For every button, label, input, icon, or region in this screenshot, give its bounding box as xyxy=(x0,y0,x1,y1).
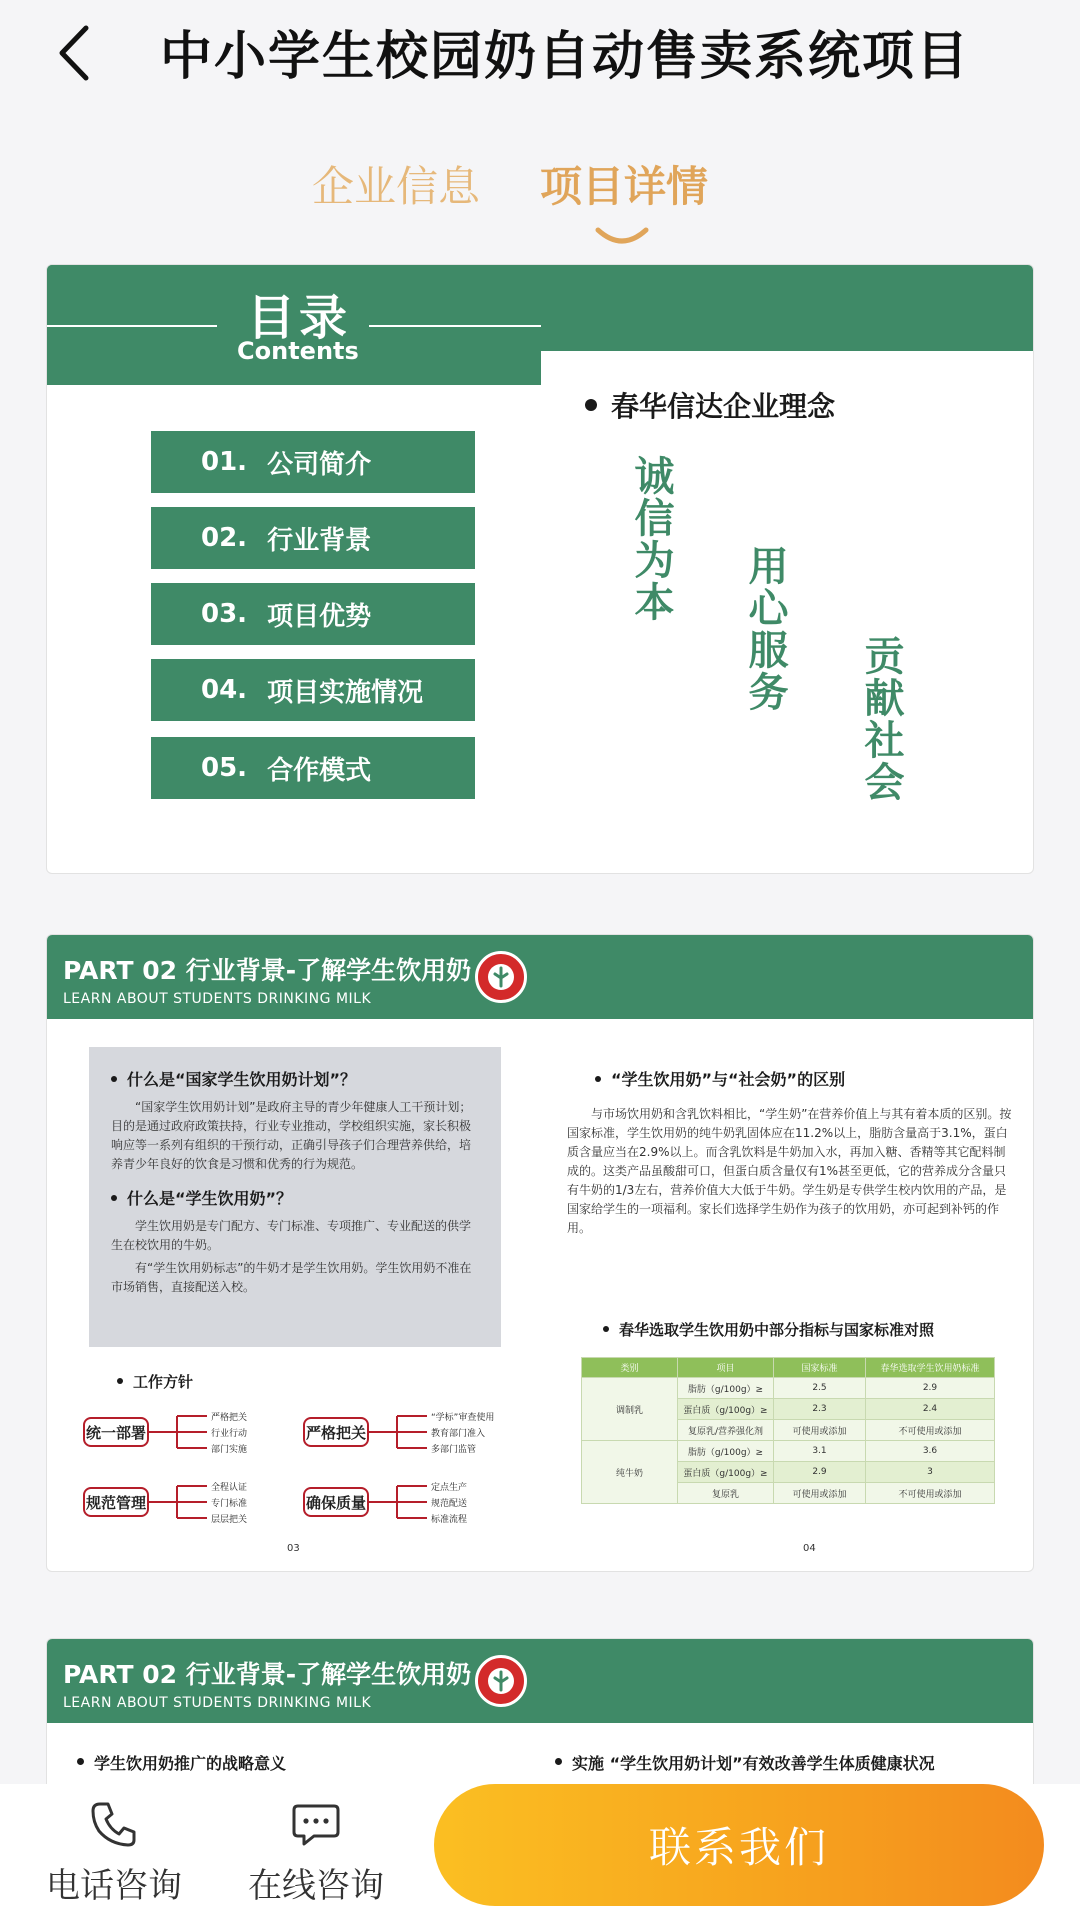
work-policy-node: 严格把关 xyxy=(303,1417,369,1447)
active-tab-indicator xyxy=(594,224,650,252)
slide-title: PART 02 行业背景-了解学生饮用奶 xyxy=(63,956,472,985)
faq-answer: “国家学生饮用奶计划”是政府主导的青少年健康人工干预计划；目的是通过政府政策扶持，行业专业推动，学校组织实施，家长积极响应等一系列有组织的干预行动，正确引导孩子们合理营养供给，培养青少年良好的饮食是习惯和优秀的行为规范。 xyxy=(111,1100,472,1171)
bullet-icon xyxy=(111,1076,117,1082)
table-cell: 2.9 xyxy=(774,1462,866,1483)
faq-question xyxy=(111,1067,479,1090)
contents-subtitle: Contents xyxy=(237,337,359,365)
work-policy-leaf: “学标”审查使用 xyxy=(431,1413,495,1423)
faq-answer: 有“学生饮用奶标志”的牛奶才是学生饮用奶。学生饮用奶不准在市场销售，直接配送入校。 xyxy=(111,1261,472,1294)
contents-title-block xyxy=(47,265,541,385)
table-cell: 复原乳 xyxy=(678,1483,774,1504)
table-row xyxy=(582,1441,995,1462)
table-cell: 脂肪（g/100g）≥ xyxy=(678,1378,774,1399)
work-policy-leaf: 行业行动 xyxy=(211,1429,248,1439)
faq-answer: 学生饮用奶是专门配方、专门标准、专项推广、专业配送的供学生在校饮用的牛奶。 xyxy=(111,1219,472,1252)
slide-header-bar xyxy=(47,1639,1034,1723)
page-number: 03 xyxy=(287,1543,300,1554)
toc-label: 项目实施情况 xyxy=(267,677,424,708)
work-policy-node: 统一部署 xyxy=(83,1417,149,1447)
bullet-icon xyxy=(555,1758,562,1765)
work-policy-leaf: 严格把关 xyxy=(211,1413,248,1423)
table-cell: 复原乳/营养强化剂 xyxy=(678,1420,774,1441)
tab-company-info[interactable]: 企业信息 xyxy=(312,162,481,211)
work-policy-title-text: 工作方针 xyxy=(133,1373,194,1391)
value-text: 用心服务 xyxy=(742,545,788,713)
bullet-icon xyxy=(595,1076,601,1082)
bullet-icon xyxy=(117,1378,123,1384)
table-cell: 蛋白质（g/100g）≥ xyxy=(678,1462,774,1483)
chat-icon xyxy=(290,1798,342,1850)
table-header: 国家标准 xyxy=(774,1358,866,1378)
toc-label: 公司简介 xyxy=(267,449,372,480)
toc-item xyxy=(151,659,475,721)
work-policy-title xyxy=(117,1371,193,1392)
faq-question-text: 什么是“学生饮用奶”？ xyxy=(127,1189,293,1208)
app-header xyxy=(0,0,1080,110)
table-cell: 3 xyxy=(866,1462,995,1483)
philosophy-title xyxy=(585,385,835,425)
standard-comparison-table xyxy=(581,1357,995,1504)
standard-table-title xyxy=(603,1319,934,1340)
standard-table-title-text: 春华选取学生饮用奶中部分指标与国家标准对照 xyxy=(619,1321,935,1339)
work-policy-leaf: 部门实施 xyxy=(211,1445,248,1455)
bullet-icon xyxy=(111,1195,117,1201)
tab-bar xyxy=(0,140,1080,250)
table-cell: 3.6 xyxy=(866,1441,995,1462)
slide-title: PART 02 行业背景-了解学生饮用奶 xyxy=(63,1660,472,1689)
toc-label: 合作模式 xyxy=(267,755,372,786)
work-policy-leaf: 全程认证 xyxy=(211,1483,248,1493)
table-cell: 纯牛奶 xyxy=(582,1441,678,1504)
work-policy-leaf: 定点生产 xyxy=(431,1483,468,1493)
online-consult-button[interactable] xyxy=(236,1798,396,1907)
work-policy-leaf: 专门标准 xyxy=(211,1499,248,1509)
philosophy-title-text: 春华信达企业理念 xyxy=(611,390,836,423)
table-cell: 调制乳 xyxy=(582,1378,678,1441)
tab-project-details[interactable]: 项目详情 xyxy=(540,162,709,211)
value-text: 贡献社会 xyxy=(858,635,904,803)
phone-icon xyxy=(88,1798,140,1850)
slide-subtitle: LEARN ABOUT STUDENTS DRINKING MILK xyxy=(63,991,372,1007)
school-milk-logo xyxy=(475,1655,527,1707)
toc-item xyxy=(151,737,475,799)
online-consult-label: 在线咨询 xyxy=(248,1866,384,1906)
toc-num: 05. xyxy=(201,753,248,783)
table-cell: 2.9 xyxy=(866,1378,995,1399)
toc-item xyxy=(151,431,475,493)
toc-num: 04. xyxy=(201,675,248,705)
table-header: 春华选取学生饮用奶标准 xyxy=(866,1358,995,1378)
table-cell: 不可使用或添加 xyxy=(866,1420,995,1441)
work-policy-leaf: 教育部门准入 xyxy=(431,1429,486,1439)
phone-consult-label: 电话咨询 xyxy=(46,1866,182,1906)
page-title: 中小学生校园奶自动售卖系统项目 xyxy=(160,27,971,87)
toc-num: 02. xyxy=(201,523,248,553)
bullet-icon xyxy=(585,399,597,411)
title-divider xyxy=(47,325,217,327)
table-cell: 2.3 xyxy=(774,1399,866,1420)
value-text: 诚信为本 xyxy=(628,455,674,623)
faq-question-text: 什么是“国家学生饮用奶计划”？ xyxy=(127,1070,357,1089)
table-cell: 不可使用或添加 xyxy=(866,1483,995,1504)
difference-title xyxy=(595,1067,845,1090)
bullet-icon xyxy=(77,1758,84,1765)
contact-us-button[interactable]: 联系我们 xyxy=(434,1784,1044,1906)
table-row xyxy=(582,1378,995,1399)
table-cell: 2.4 xyxy=(866,1399,995,1420)
toc-item xyxy=(151,507,475,569)
toc-label: 项目优势 xyxy=(267,601,372,632)
toc-label: 行业背景 xyxy=(267,525,372,556)
toc-num: 01. xyxy=(201,447,248,477)
slide-industry-background[interactable] xyxy=(46,934,1034,1572)
table-header: 项目 xyxy=(678,1358,774,1378)
table-cell: 脂肪（g/100g）≥ xyxy=(678,1441,774,1462)
difference-title-text: “学生饮用奶”与“社会奶”的区别 xyxy=(611,1070,846,1089)
faq-question xyxy=(111,1186,479,1209)
title-divider xyxy=(369,325,541,327)
strategic-significance-title xyxy=(77,1751,286,1774)
back-icon[interactable] xyxy=(44,18,114,88)
toc-num: 03. xyxy=(201,599,248,629)
table-header-row xyxy=(582,1358,995,1378)
table-header: 类别 xyxy=(582,1358,678,1378)
school-milk-logo xyxy=(475,951,527,1003)
difference-text: 与市场饮用奶和含乳饮料相比，“学生奶”在营养价值上与其有着本质的区别。按国家标准，学生饮用奶的纯牛奶乳固体应在11.2%以上，脂肪含量高于3.1%，蛋白质含量应当在2.9%以上。而含乳饮料是牛奶加入水，再加入糖、香精等其它配料制成的。这类产品虽酸甜可口，但蛋白质含量仅有1%甚至更低，它的营养成分含量只有牛奶的1/3左右，营养价值大大低于牛奶。学生奶是专供学生校内饮用的产品，是国家给学生的一项福利。家长们选择学生奶作为孩子的饮用奶，亦可起到补钙的作用。 xyxy=(567,1107,1012,1235)
health-improvement-title xyxy=(555,1751,935,1774)
slide-header-bar xyxy=(47,935,1034,1019)
contents-title: 目录 xyxy=(247,290,352,346)
work-policy-node: 规范管理 xyxy=(83,1487,149,1517)
table-cell: 2.5 xyxy=(774,1378,866,1399)
faq-box xyxy=(89,1047,501,1347)
table-cell: 可使用或添加 xyxy=(774,1483,866,1504)
bullet-icon xyxy=(603,1326,609,1332)
work-policy-leaf: 多部门监管 xyxy=(431,1445,477,1455)
table-cell: 3.1 xyxy=(774,1441,866,1462)
work-policy-leaf: 标准流程 xyxy=(431,1515,468,1525)
work-policy-leaf: 层层把关 xyxy=(211,1515,248,1525)
table-cell: 蛋白质（g/100g）≥ xyxy=(678,1399,774,1420)
toc-item xyxy=(151,583,475,645)
strategic-significance-title-text: 学生饮用奶推广的战略意义 xyxy=(94,1754,287,1773)
slide-subtitle: LEARN ABOUT STUDENTS DRINKING MILK xyxy=(63,1695,372,1711)
bottom-action-bar xyxy=(0,1784,1080,1920)
phone-consult-button[interactable] xyxy=(34,1798,194,1907)
work-policy-node: 确保质量 xyxy=(303,1487,369,1517)
work-policy-leaf: 规范配送 xyxy=(431,1499,468,1509)
table-cell: 可使用或添加 xyxy=(774,1420,866,1441)
slide-contents[interactable] xyxy=(46,264,1034,874)
page-number: 04 xyxy=(803,1543,816,1554)
health-improvement-title-text: 实施 “学生饮用奶计划”有效改善学生体质健康状况 xyxy=(572,1754,935,1773)
